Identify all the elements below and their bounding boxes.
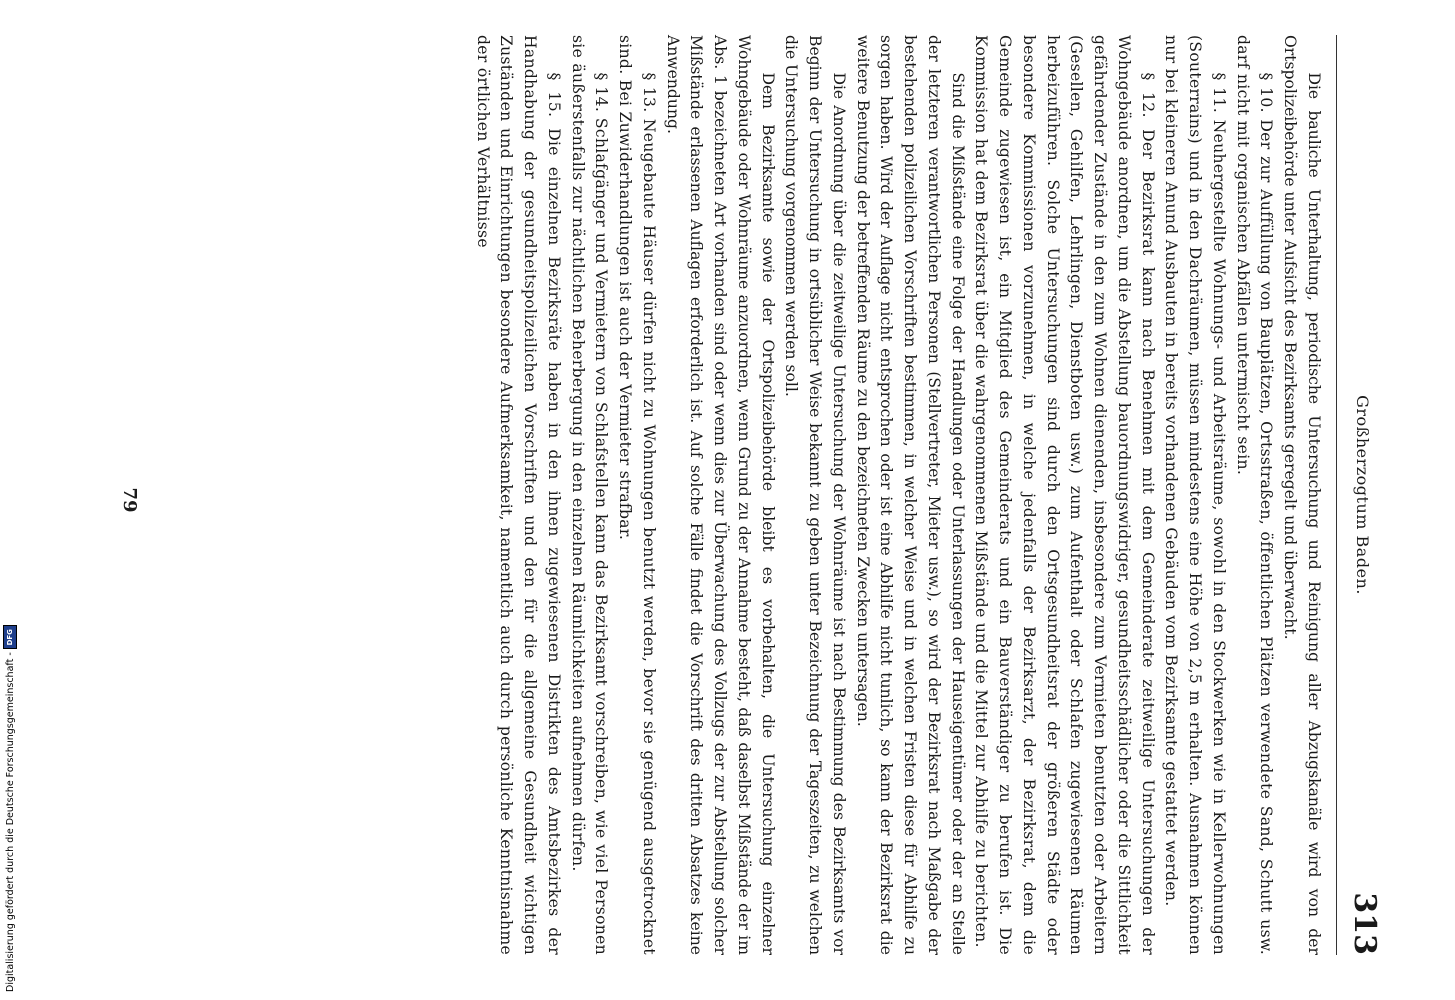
paragraph-section-15: § 15. Die einzelnen Bezirksräte haben in den ihnen zugewiesenen Distrikten des Amtsbezirkes der Handhabung der gesundheitspolizeilichen Vorschriften und den für die allgemeine Gesundheit wichtigen Zuständen und Einrichtungen besondere Aufmerksamkeit, namentlich auch durch persönliche Kenntnisnahme der örtlichen Verhältnisse <box>473 35 563 955</box>
paragraph: Die Anordnung über die zeitweilige Untersuchung der Wohnräume ist nach Bestimmung des Bezirksamts vor Beginn der Untersuchung in ortsüblicher Weise bekannt zu geben unter Bezeichnung der Tageszeiten, zu welchen die Untersuchung vorgenommen werden soll. <box>782 35 848 955</box>
paragraph-section-12: § 12. Der Bezirksrat kann nach Benehmen mit dem Gemeinderate zeitweilige Untersuchungen der Wohngebäude anordnen, um die Abstellung bauordnungswidriger, gesundheitsschädlicher oder die Sittlichkeit gefährdender Zustände in den zum Wohnen dienenden, insbesondere zum Vermieten benutzten oder Arbeitern (Gesellen, Gehilfen, Lehrlingen, Dienstboten usw.) zum Aufenthalt oder Schlafen zugewiesenen Räumen herbeizuführen. Solche Untersuchungen sind durch den Ortsgesundheitsrat der größeren Städte oder besondere Kommissionen vorzunehmen, in welche jedenfalls der Bezirksarzt, der Bezirksrat, dem die Gemeinde zugewiesen ist, ein Mitglied des Gemeinderats und ein Bauverständiger zu berufen ist. Die Kommission hat dem Bezirksrat über die wahrgenommenen Mißstände und die Mittel zur Abhilfe zu berichten. <box>972 35 1157 955</box>
body-text <box>470 35 1325 955</box>
header-rule <box>1336 35 1337 955</box>
paragraph: Die bauliche Unterhaltung, periodische Untersuchung und Reinigung aller Abzugskanäle wird von der Ortspolizeibehörde unter Aufsicht des Bezirksamts geregelt und überwacht. <box>1281 35 1323 955</box>
credit-text: Digitalisierung gefördert durch die Deutsche Forschungsgemeinschaft - <box>4 652 16 992</box>
paragraph-section-11: § 11. Neuhergestellte Wohnungs- und Arbeitsräume, sowohl in den Stockwerken wie in Kellerwohnungen (Souterrains) und in den Dachräumen, müssen mindestens eine Höhe von 2,5 m erhalten. Ausnahmen können nur bei kleineren Anund Ausbauten in bereits vorhandenen Gebäuden vom Bezirksamte gestattet werden. <box>1162 35 1228 955</box>
paragraph-section-14: § 14. Schlafgänger und Vermietern von Schlafstellen kann das Bezirksamt vorschreiben, wie viel Personen sie äußerstenfalls zur nächtlichen Beherbergung in den einzelnen Räumlichkeiten aufnehmen dürfen. <box>568 35 611 955</box>
digitization-credit <box>2 0 18 992</box>
dfg-logo-icon: DFG <box>3 625 17 649</box>
footer-number: 79 <box>119 487 140 513</box>
paragraph: Dem Bezirksamte sowie der Ortspolizeibehörde bleibt es vorbehalten, die Untersuchung einzelner Wohngebäude oder Wohnräume anzuordnen, wenn Grund zu der Annahme besteht, daß daselbst Mißstände der im Abs. 1 bezeichneten Art vorhanden sind oder wenn dies zur Überwachung des Vollzugs der zur Abstellung solcher Mißstände erlassenen Auflagen erforderlich ist. Auf solche Fälle findet die Vorschrift des dritten Absatzes keine Anwendung. <box>663 35 777 955</box>
paragraph-section-13: § 13. Neugebaute Häuser dürfen nicht zu Wohnungen benutzt werden, bevor sie genügend ausgetrocknet sind. Bei Zuwiderhandlungen ist auch der Vermieter strafbar. <box>616 35 658 955</box>
paragraph-section-10: § 10. Der zur Auffüllung von Bauplätzen, Ortsstraßen, öffentlichen Plätzen verwendete Sand, Schutt usw. darf nicht mit organischen Abfällen untermischt sein. <box>1233 35 1276 955</box>
running-head: Großherzogtum Baden. <box>1353 395 1372 595</box>
page-number: 313 <box>1347 892 1382 955</box>
page-header <box>1342 35 1380 955</box>
paragraph: Sind die Mißstände eine Folge der Handlungen oder Unterlassungen der Hauseigentümer oder der an Stelle der letzteren verantwortlichen Personen (Stellvertreter, Mieter usw.), so wird der Bezirksrat nach Maßgabe der bestehenden polizeilichen Vorschriften bestimmen, in welcher Weise und in welchen Fristen diese für Abhilfe zu sorgen haben. Wird der Auflage nicht entsprochen oder ist eine Abhilfe nicht tunlich, so kann der Bezirksrat die weitere Benutzung der betreffenden Räume zu den bezeichneten Zwecken untersagen. <box>853 35 967 955</box>
